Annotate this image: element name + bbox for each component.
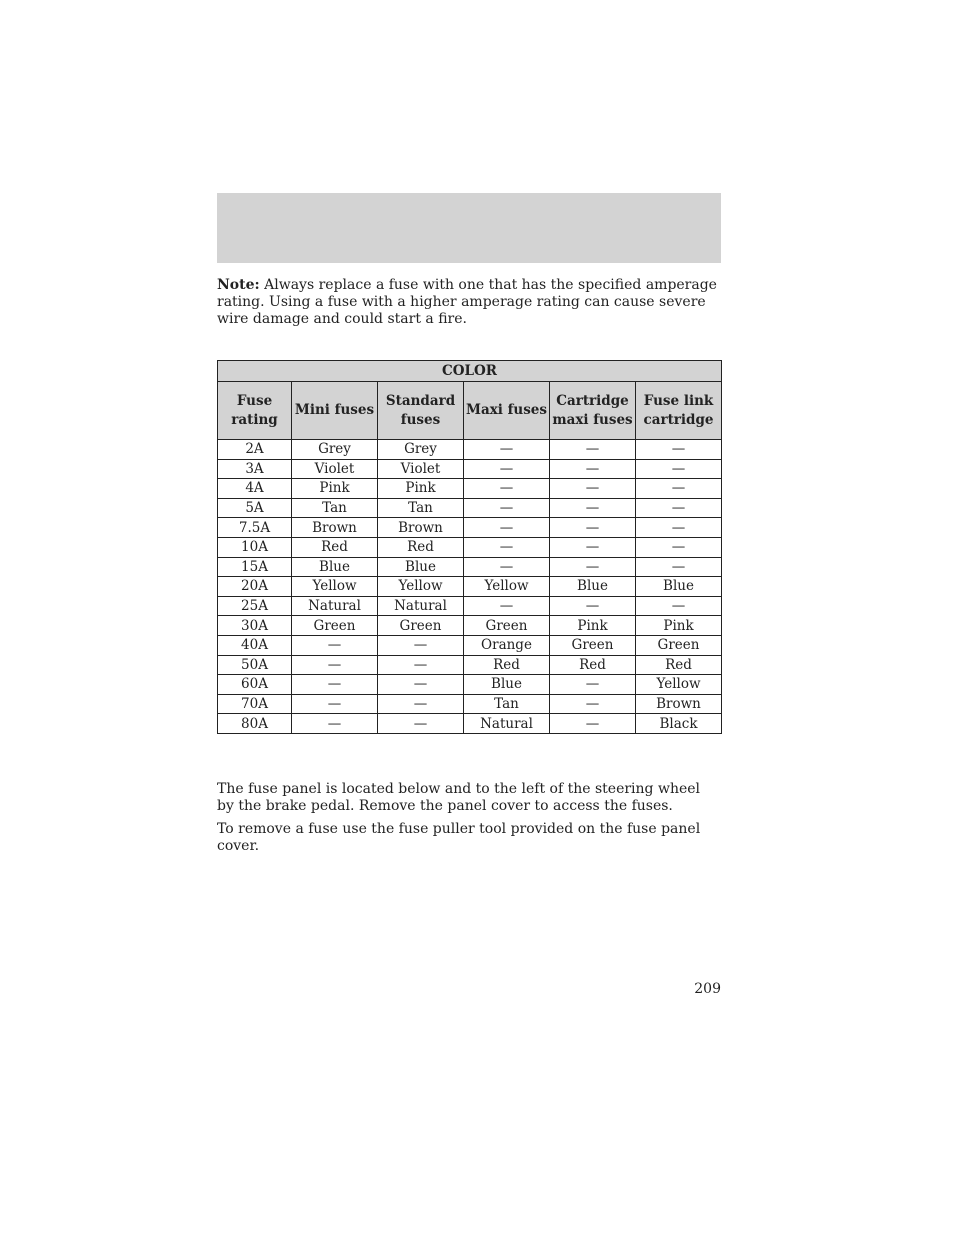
table-cell-standard-fuses: Pink <box>378 479 464 499</box>
table-cell-mini-fuses: Brown <box>292 518 378 538</box>
table-row <box>218 557 722 577</box>
table-cell-standard-fuses: — <box>378 714 464 734</box>
table-cell-standard-fuses: Violet <box>378 459 464 479</box>
table-cell-mini-fuses: Tan <box>292 498 378 518</box>
table-row <box>218 537 722 557</box>
table-cell-mini-fuses: — <box>292 675 378 695</box>
table-cell-cartridge-maxi-fuses: — <box>550 694 636 714</box>
warning-note <box>217 277 721 328</box>
table-cell-fuse-link-cartridge: Green <box>636 635 722 655</box>
table-cell-fuse-link-cartridge: — <box>636 557 722 577</box>
table-cell-fuse-link-cartridge: Pink <box>636 616 722 636</box>
table-cell-maxi-fuses: — <box>464 596 550 616</box>
table-cell-fuse-rating: 10A <box>218 537 292 557</box>
table-cell-fuse-link-cartridge: — <box>636 518 722 538</box>
table-group-header: COLOR <box>218 361 722 382</box>
table-row <box>218 675 722 695</box>
table-cell-fuse-link-cartridge: — <box>636 498 722 518</box>
table-cell-maxi-fuses: Blue <box>464 675 550 695</box>
table-cell-standard-fuses: Brown <box>378 518 464 538</box>
table-cell-mini-fuses: Red <box>292 537 378 557</box>
table-cell-fuse-rating: 20A <box>218 577 292 597</box>
table-cell-mini-fuses: Grey <box>292 440 378 460</box>
table-cell-maxi-fuses: — <box>464 518 550 538</box>
table-cell-mini-fuses: — <box>292 655 378 675</box>
table-cell-mini-fuses: Violet <box>292 459 378 479</box>
table-row <box>218 655 722 675</box>
table-cell-maxi-fuses: Yellow <box>464 577 550 597</box>
table-cell-fuse-rating: 70A <box>218 694 292 714</box>
table-row <box>218 440 722 460</box>
table-cell-maxi-fuses: Green <box>464 616 550 636</box>
table-cell-standard-fuses: Green <box>378 616 464 636</box>
table-row <box>218 714 722 734</box>
table-cell-fuse-link-cartridge: — <box>636 440 722 460</box>
fuse-color-table <box>217 360 722 734</box>
page-number: 209 <box>694 981 721 997</box>
table-cell-cartridge-maxi-fuses: Blue <box>550 577 636 597</box>
table-cell-maxi-fuses: — <box>464 537 550 557</box>
note-label: Note: <box>217 277 260 293</box>
table-row <box>218 459 722 479</box>
table-cell-maxi-fuses: Natural <box>464 714 550 734</box>
table-cell-fuse-link-cartridge: — <box>636 459 722 479</box>
table-cell-fuse-rating: 80A <box>218 714 292 734</box>
table-cell-standard-fuses: Red <box>378 537 464 557</box>
table-cell-fuse-rating: 7.5A <box>218 518 292 538</box>
table-cell-cartridge-maxi-fuses: — <box>550 675 636 695</box>
table-cell-standard-fuses: Natural <box>378 596 464 616</box>
table-cell-maxi-fuses: — <box>464 498 550 518</box>
table-cell-mini-fuses: — <box>292 635 378 655</box>
table-cell-fuse-rating: 5A <box>218 498 292 518</box>
table-cell-fuse-rating: 40A <box>218 635 292 655</box>
table-cell-maxi-fuses: — <box>464 459 550 479</box>
fuse-removal-text: To remove a fuse use the fuse puller tool provided on the fuse panel cover. <box>217 821 701 854</box>
table-row <box>218 616 722 636</box>
table-cell-fuse-link-cartridge: Blue <box>636 577 722 597</box>
column-header-maxi-fuses: Maxi fuses <box>464 382 550 440</box>
table-cell-mini-fuses: Pink <box>292 479 378 499</box>
table-cell-fuse-rating: 3A <box>218 459 292 479</box>
table-cell-standard-fuses: Grey <box>378 440 464 460</box>
table-cell-maxi-fuses: Orange <box>464 635 550 655</box>
table-cell-fuse-link-cartridge: — <box>636 537 722 557</box>
table-cell-cartridge-maxi-fuses: Pink <box>550 616 636 636</box>
table-cell-cartridge-maxi-fuses: Green <box>550 635 636 655</box>
table-row <box>218 694 722 714</box>
table-cell-cartridge-maxi-fuses: — <box>550 557 636 577</box>
column-header-cartridge-maxi-fuses: Cartridge maxi fuses <box>550 382 636 440</box>
table-cell-maxi-fuses: — <box>464 557 550 577</box>
table-cell-mini-fuses: — <box>292 714 378 734</box>
note-text: Always replace a fuse with one that has the specified amperage rating. Using a fuse with a higher amperage rating can cause severe wire damage and could start a fire. <box>217 277 717 327</box>
table-cell-mini-fuses: Green <box>292 616 378 636</box>
table-cell-fuse-link-cartridge: Yellow <box>636 675 722 695</box>
table-row <box>218 479 722 499</box>
table-cell-cartridge-maxi-fuses: — <box>550 518 636 538</box>
table-cell-maxi-fuses: Red <box>464 655 550 675</box>
table-cell-fuse-rating: 50A <box>218 655 292 675</box>
table-cell-fuse-rating: 30A <box>218 616 292 636</box>
table-cell-fuse-rating: 15A <box>218 557 292 577</box>
table-cell-fuse-rating: 25A <box>218 596 292 616</box>
column-header-fuse-rating: Fuse rating <box>218 382 292 440</box>
table-cell-maxi-fuses: — <box>464 440 550 460</box>
table-cell-cartridge-maxi-fuses: — <box>550 498 636 518</box>
table-row <box>218 635 722 655</box>
table-cell-mini-fuses: Yellow <box>292 577 378 597</box>
table-cell-maxi-fuses: Tan <box>464 694 550 714</box>
fuse-panel-location-text: The fuse panel is located below and to the left of the steering wheel by the brake pedal. Remove the panel cover to access the fuses. <box>217 781 701 814</box>
table-row <box>218 498 722 518</box>
table-cell-cartridge-maxi-fuses: Red <box>550 655 636 675</box>
table-cell-fuse-link-cartridge: Brown <box>636 694 722 714</box>
table-cell-fuse-link-cartridge: — <box>636 596 722 616</box>
column-header-mini-fuses: Mini fuses <box>292 382 378 440</box>
table-cell-fuse-rating: 4A <box>218 479 292 499</box>
table-cell-cartridge-maxi-fuses: — <box>550 596 636 616</box>
table-cell-mini-fuses: Natural <box>292 596 378 616</box>
table-cell-fuse-link-cartridge: — <box>636 479 722 499</box>
column-header-fuse-link-cartridge: Fuse link cartridge <box>636 382 722 440</box>
table-cell-standard-fuses: — <box>378 635 464 655</box>
table-cell-cartridge-maxi-fuses: — <box>550 537 636 557</box>
table-cell-cartridge-maxi-fuses: — <box>550 714 636 734</box>
table-cell-cartridge-maxi-fuses: — <box>550 440 636 460</box>
section-header-band <box>217 193 721 263</box>
table-cell-fuse-link-cartridge: Red <box>636 655 722 675</box>
table-cell-cartridge-maxi-fuses: — <box>550 479 636 499</box>
table-row <box>218 596 722 616</box>
table-row <box>218 577 722 597</box>
table-cell-standard-fuses: Tan <box>378 498 464 518</box>
table-cell-maxi-fuses: — <box>464 479 550 499</box>
table-cell-fuse-link-cartridge: Black <box>636 714 722 734</box>
table-cell-mini-fuses: Blue <box>292 557 378 577</box>
table-cell-standard-fuses: — <box>378 655 464 675</box>
table-cell-fuse-rating: 60A <box>218 675 292 695</box>
table-row <box>218 518 722 538</box>
table-cell-standard-fuses: Blue <box>378 557 464 577</box>
column-header-standard-fuses: Standard fuses <box>378 382 464 440</box>
table-cell-mini-fuses: — <box>292 694 378 714</box>
table-cell-standard-fuses: Yellow <box>378 577 464 597</box>
table-cell-fuse-rating: 2A <box>218 440 292 460</box>
table-cell-cartridge-maxi-fuses: — <box>550 459 636 479</box>
table-cell-standard-fuses: — <box>378 675 464 695</box>
table-cell-standard-fuses: — <box>378 694 464 714</box>
